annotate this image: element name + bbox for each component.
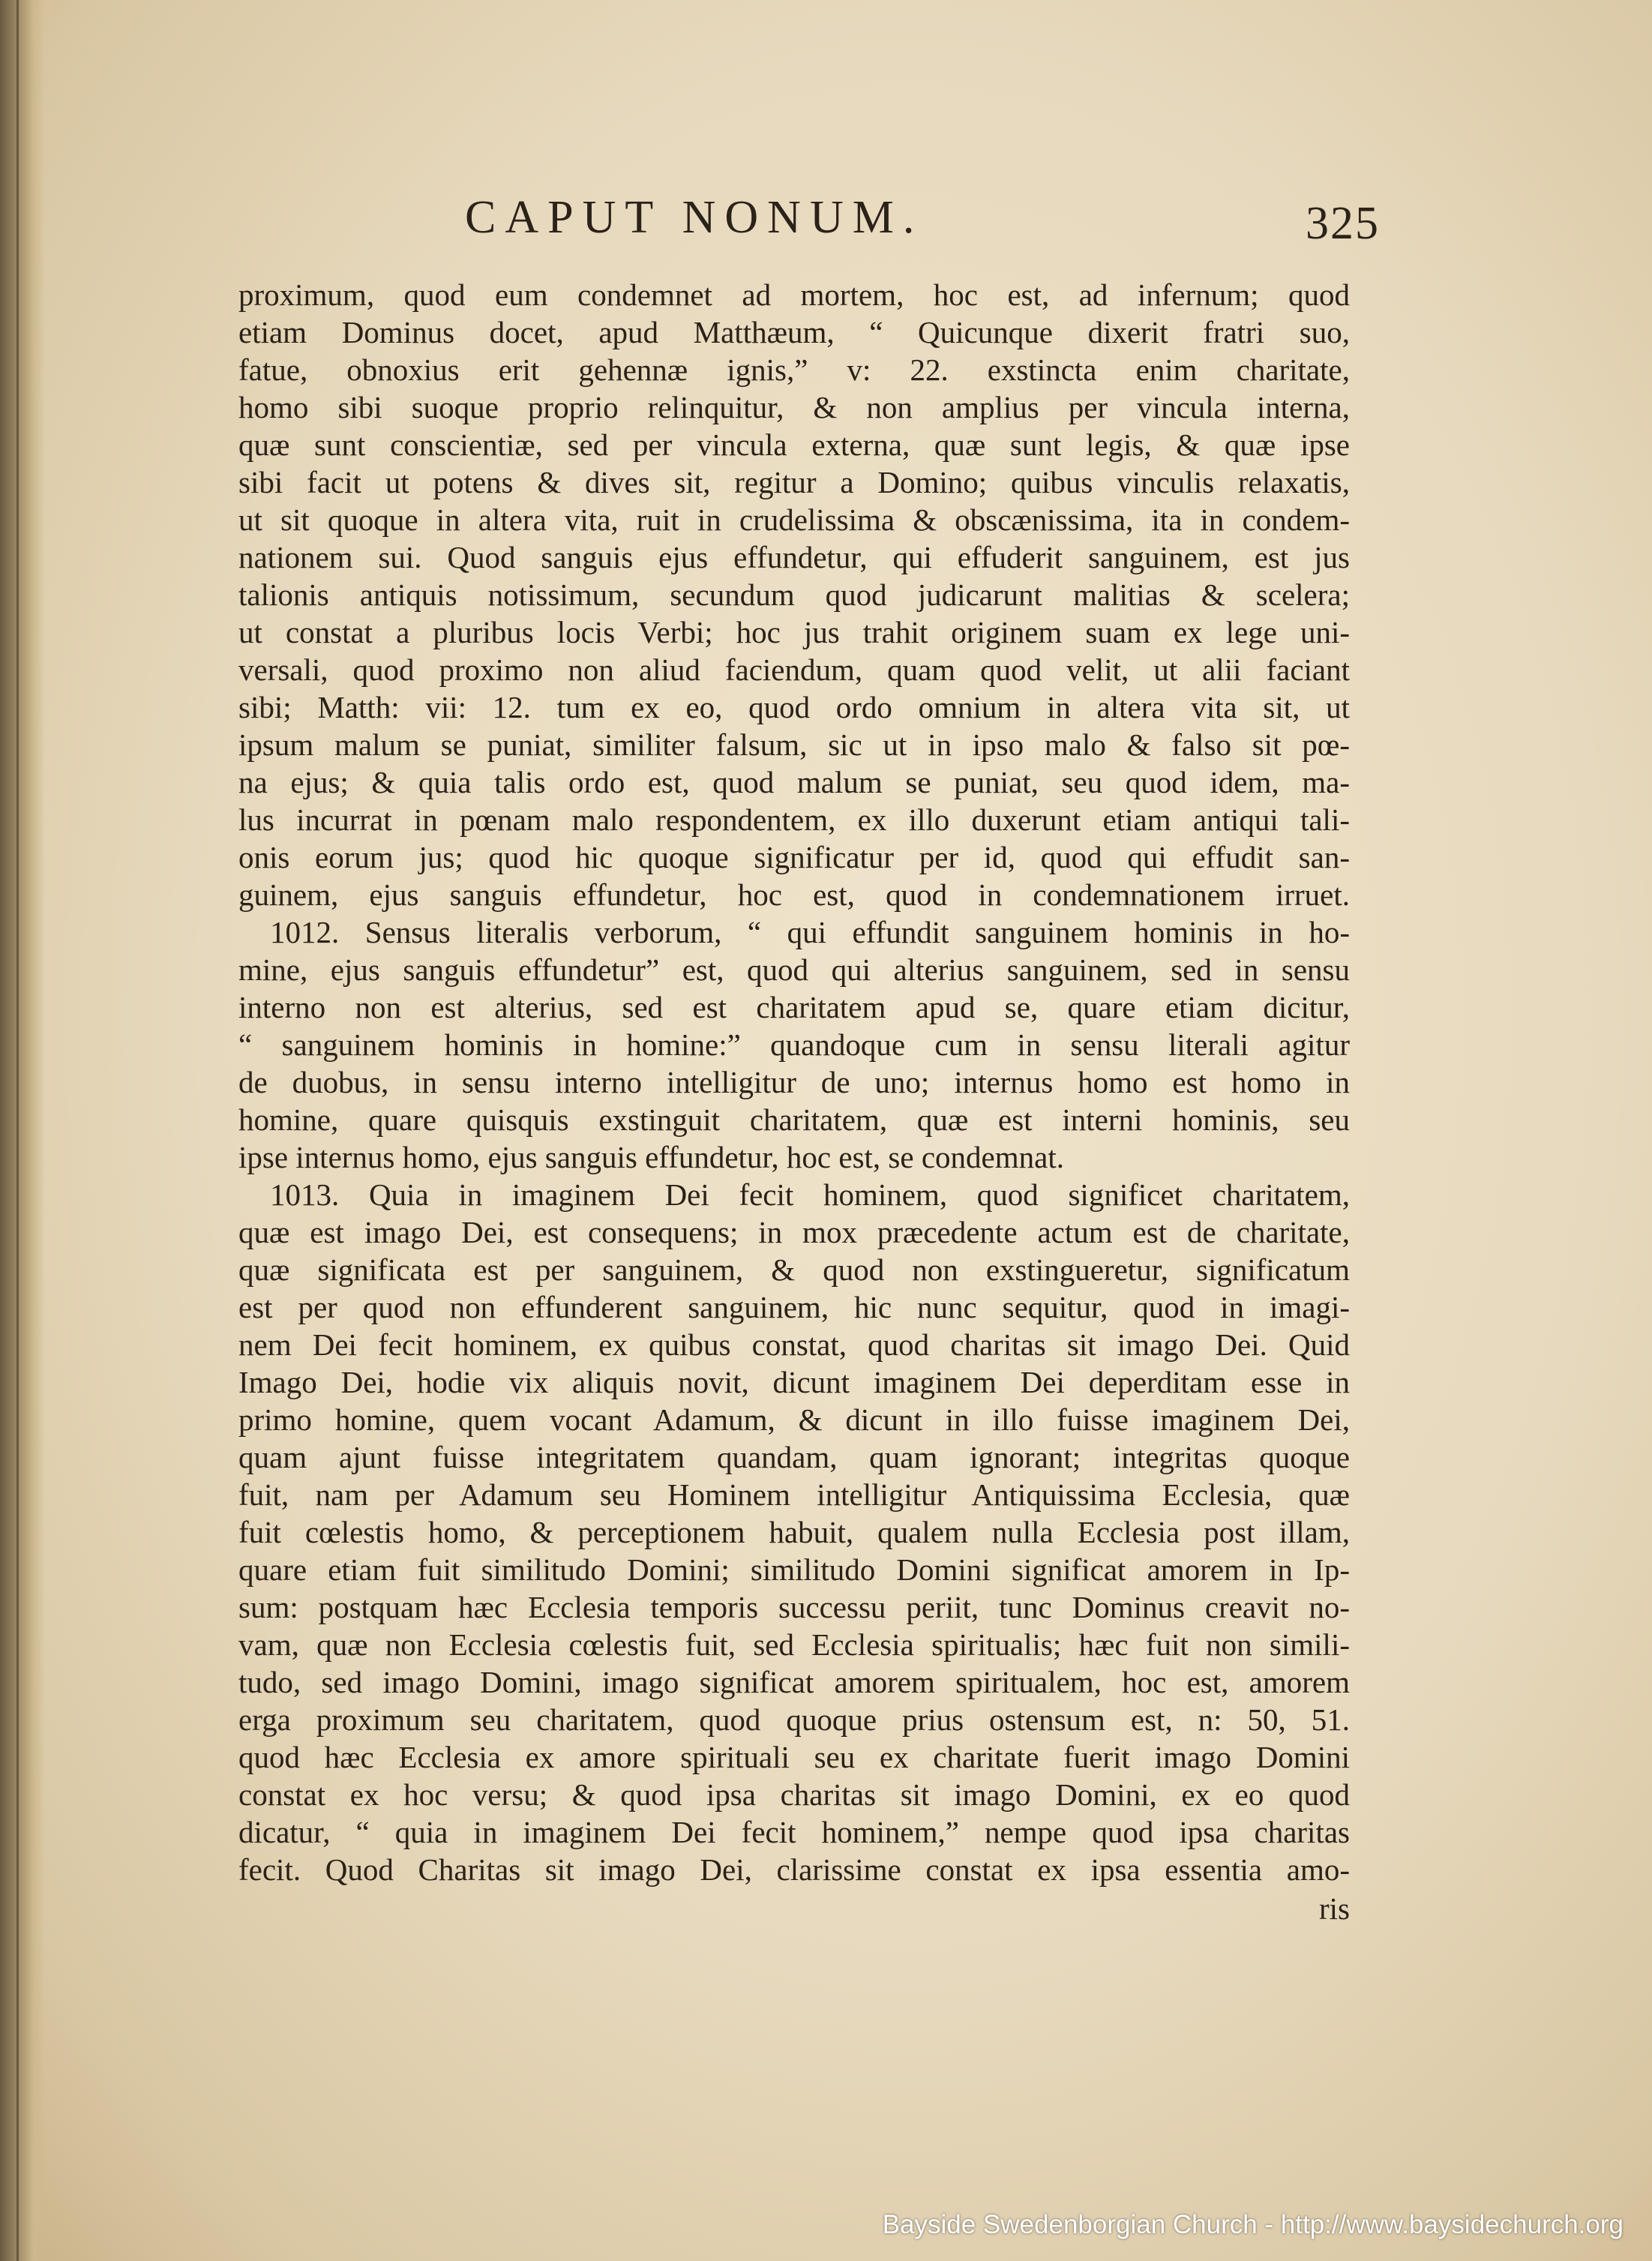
text-line: guinem, ejus sanguis effundetur, hoc est, quod in condemnationem irruet. bbox=[238, 877, 1350, 912]
text-line: quam ajunt fuisse integritatem quandam, quam ignorant; integritas quoque bbox=[238, 1440, 1350, 1474]
text-line: homine, quare quisquis exstinguit charitatem, quæ est interni hominis, seu bbox=[238, 1102, 1350, 1137]
text-line: ipse internus homo, ejus sanguis effundetur, hoc est, se condemnat. bbox=[238, 1140, 1064, 1174]
text-line: ipsum malum se puniat, similiter falsum, sic ut in ipso malo & falso sit pœ- bbox=[238, 727, 1350, 762]
text-line: quare etiam fuit similitudo Domini; similitudo Domini significat amorem in Ip- bbox=[238, 1552, 1350, 1587]
text-line: Imago Dei, hodie vix aliquis novit, dicunt imaginem Dei deperditam esse in bbox=[238, 1365, 1350, 1399]
text-line: de duobus, in sensu interno intelligitur de uno; internus homo est homo in bbox=[238, 1065, 1350, 1099]
text-line: nem Dei fecit hominem, ex quibus constat, quod charitas sit imago Dei. Quid bbox=[238, 1327, 1350, 1362]
text-line: constat ex hoc versu; & quod ipsa charitas sit imago Domini, ex eo quod bbox=[238, 1777, 1350, 1812]
text-line: talionis antiquis notissimum, secundum quod judicarunt malitias & scelera; bbox=[238, 577, 1350, 612]
text-line: versali, quod proximo non aliud faciendum, quam quod velit, ut alii faciant bbox=[238, 652, 1350, 687]
text-line: quæ significata est per sanguinem, & quod non exstingueretur, significatum bbox=[238, 1252, 1350, 1287]
text-line: lus incurrat in pœnam malo respondentem, ex illo duxerunt etiam antiqui tali- bbox=[238, 802, 1350, 837]
paragraph-1012-start: 1012. Sensus literalis verborum, “ qui effundit sanguinem hominis in ho- bbox=[270, 915, 1350, 949]
text-line: quæ sunt conscientiæ, sed per vincula externa, quæ sunt legis, & quæ ipse bbox=[238, 427, 1350, 462]
text-line: sibi facit ut potens & dives sit, regitur a Domino; quibus vinculis relaxatis, bbox=[238, 465, 1350, 499]
text-line: est per quod non effunderent sanguinem, hic nunc sequitur, quod in imagi- bbox=[238, 1290, 1350, 1324]
text-line: ut sit quoque in altera vita, ruit in crudelissima & obscænissima, ita in condem- bbox=[238, 502, 1350, 537]
text-line: proximum, quod eum condemnet ad mortem, hoc est, ad infernum; quod bbox=[238, 277, 1350, 312]
text-line: mine, ejus sanguis effundetur” est, quod qui alterius sanguinem, sed in sensu bbox=[238, 952, 1350, 987]
text-line: onis eorum jus; quod hic quoque significatur per id, quod qui effudit san- bbox=[238, 840, 1350, 874]
page-number: 325 bbox=[1306, 198, 1380, 249]
text-line: sum: postquam hæc Ecclesia temporis successu periit, tunc Dominus creavit no- bbox=[238, 1590, 1350, 1624]
text-line: fatue, obnoxius erit gehennæ ignis,” v: 22. exstincta enim charitate, bbox=[238, 352, 1350, 387]
text-line: fuit cœlestis homo, & perceptionem habuit, qualem nulla Ecclesia post illam, bbox=[238, 1515, 1350, 1549]
text-line: na ejus; & quia talis ordo est, quod malum se puniat, seu quod idem, ma- bbox=[238, 765, 1350, 799]
text-line: primo homine, quem vocant Adamum, & dicunt in illo fuisse imaginem Dei, bbox=[238, 1402, 1350, 1437]
text-line: erga proximum seu charitatem, quod quoque prius ostensum est, n: 50, 51. bbox=[238, 1702, 1350, 1737]
running-title: CAPUT NONUM. bbox=[465, 192, 924, 243]
text-line: interno non est alterius, sed est charitatem apud se, quare etiam dicitur, bbox=[238, 990, 1350, 1024]
text-line: fuit, nam per Adamum seu Hominem intelligitur Antiquissima Ecclesia, quæ bbox=[238, 1477, 1350, 1512]
paragraph-1013-start: 1013. Quia in imaginem Dei fecit hominem, quod significet charitatem, bbox=[270, 1177, 1350, 1212]
text-line: sibi; Matth: vii: 12. tum ex eo, quod ordo omnium in altera vita sit, ut bbox=[238, 690, 1350, 724]
text-line: homo sibi suoque proprio relinquitur, & non amplius per vincula interna, bbox=[238, 390, 1350, 424]
text-line: tudo, sed imago Domini, imago significat amorem spiritualem, hoc est, amorem bbox=[238, 1665, 1350, 1699]
text-line: ut constat a pluribus locis Verbi; hoc jus trahit originem suam ex lege uni- bbox=[238, 615, 1350, 649]
text-line: vam, quæ non Ecclesia cœlestis fuit, sed Ecclesia spiritualis; hæc fuit non simili- bbox=[238, 1627, 1350, 1662]
text-line: quod hæc Ecclesia ex amore spirituali seu ex charitate fuerit imago Domini bbox=[238, 1740, 1350, 1774]
catchword: ris bbox=[1319, 1891, 1350, 1926]
text-line: quæ est imago Dei, est consequens; in mox præcedente actum est de charitate, bbox=[238, 1215, 1350, 1249]
book-binding-shadow bbox=[0, 0, 45, 2261]
running-head bbox=[240, 191, 1380, 259]
watermark-caption: Bayside Swedenborgian Church - http://www.baysidechurch.org bbox=[882, 2210, 1624, 2239]
text-line: fecit. Quod Charitas sit imago Dei, clarissime constat ex ipsa essentia amo- bbox=[238, 1852, 1350, 1887]
body-text bbox=[238, 276, 1350, 1888]
book-binding-edge bbox=[16, 0, 19, 2261]
text-line: nationem sui. Quod sanguis ejus effundetur, qui effuderit sanguinem, est jus bbox=[238, 540, 1350, 574]
text-line: dicatur, “ quia in imaginem Dei fecit hominem,” nempe quod ipsa charitas bbox=[238, 1815, 1350, 1849]
text-line: “ sanguinem hominis in homine:” quandoque cum in sensu literali agitur bbox=[238, 1027, 1350, 1062]
text-line: etiam Dominus docet, apud Matthæum, “ Quicunque dixerit fratri suo, bbox=[238, 315, 1350, 349]
